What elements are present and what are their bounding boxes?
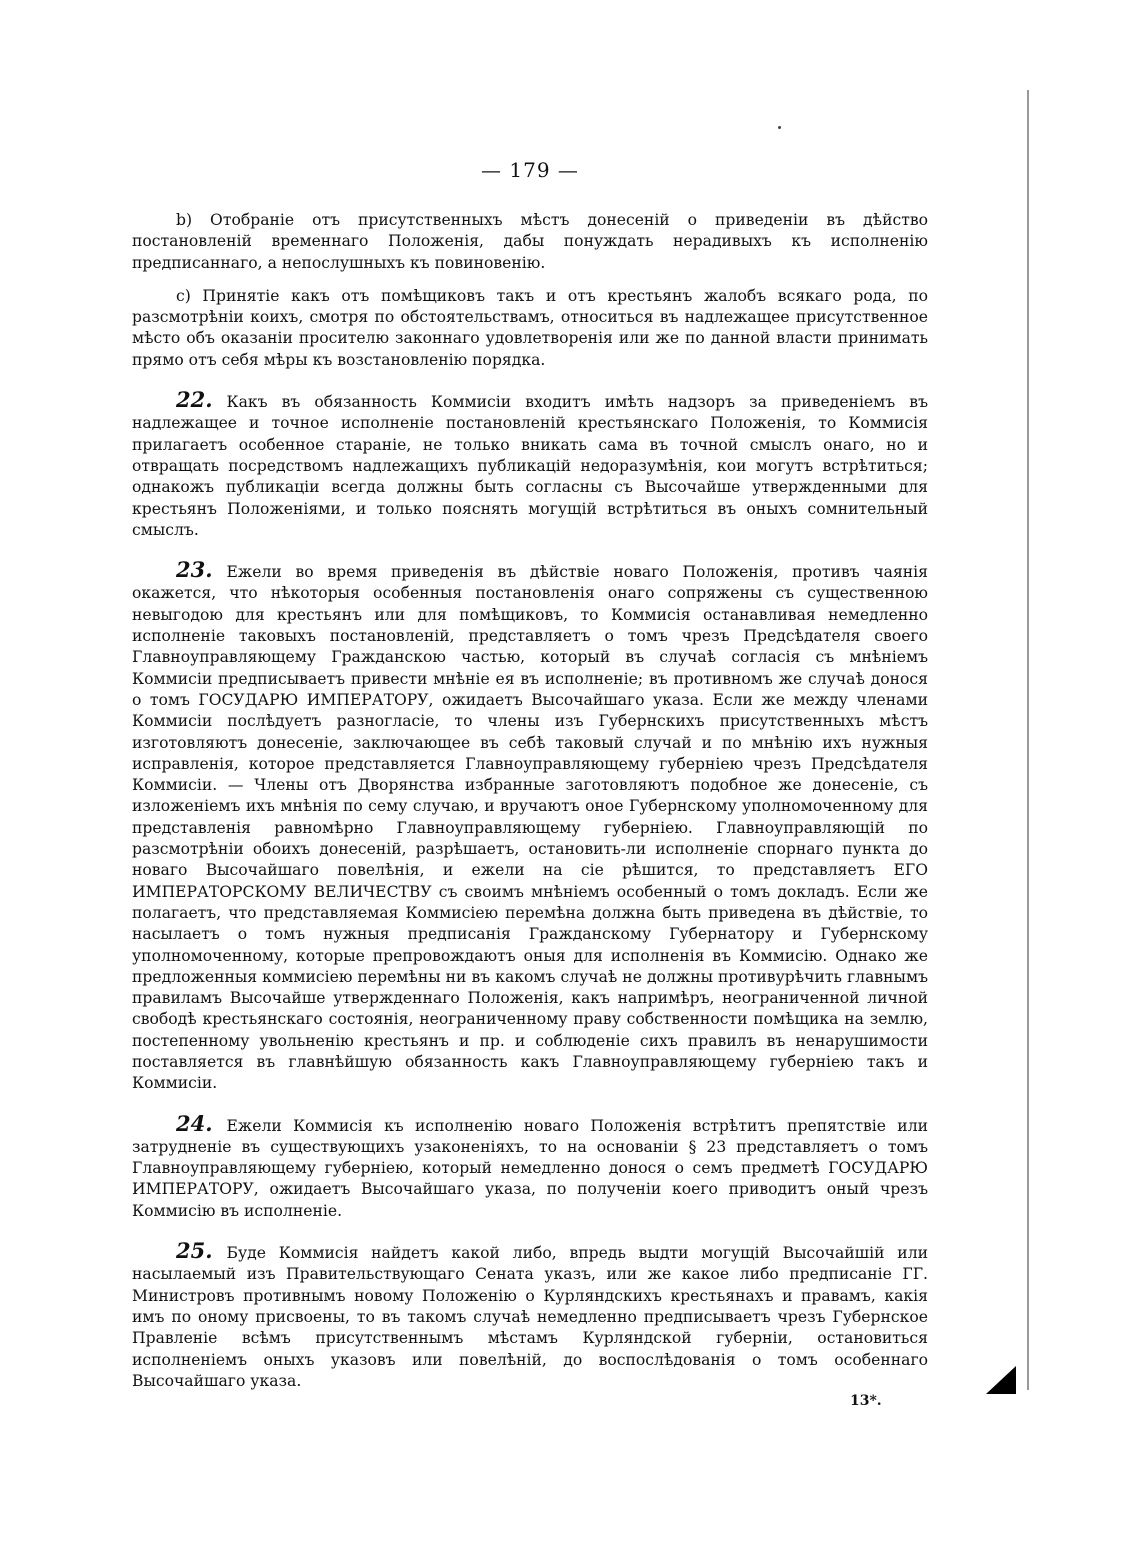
section-number: 23. <box>176 557 213 583</box>
paragraph-c: c) Принятіе какъ отъ помѣщиковъ такъ и отъ крестьянъ жалобъ всякаго рода, по разсмотрѣніи коихъ, смотря по обстоятельствамъ, относиться въ надлежащее присутственное мѣсто объ оказаніи просителю законнаго удовлетворенія или же по данной власти принимать прямо отъ себя мѣры къ возстановленію порядка. <box>132 286 928 369</box>
scan-speck <box>778 126 781 129</box>
signature-mark: 13*. <box>850 1393 882 1409</box>
page-number: — 179 — <box>481 158 579 182</box>
section-number: 25. <box>176 1238 213 1264</box>
section-number: 24. <box>176 1110 213 1136</box>
section-25 <box>132 1240 928 1392</box>
scan-edge-mark <box>986 1366 1016 1394</box>
section-23 <box>132 559 928 1094</box>
scan-edge-line <box>1027 90 1029 1390</box>
page-body <box>132 210 928 1392</box>
section-22 <box>132 389 928 541</box>
section-number: 22. <box>176 387 213 413</box>
section-text: Ежели во время приведенія въ дѣйствіе новаго Положенія, противъ чаянія окажется, что нѣкоторыя особенныя постановленія онаго сопряжены съ существенною невыгодою для крестьянъ или для помѣщиковъ, то Коммисія останавливая немедленно исполненіе таковыхъ постановленій, представляетъ о томъ чрезъ Предсѣдателя своего Главноуправляющему Гражданскою частью, который въ случаѣ согласія съ мнѣніемъ Коммисіи предписываетъ привести мнѣніе ея въ исполненіе; въ противномъ же случаѣ донося о томъ ГОСУДАРЮ ИМПЕРАТОРУ, ожидаетъ Высочайшаго указа. Если же между членами Коммисіи послѣдуетъ разногласіе, то члены изъ Губернскихъ присутственныхъ мѣстъ изготовляютъ донесеніе, заключающее въ себѣ таковый случай и по мнѣнію ихъ нужныя исправленія, которое представляется Главноуправляющему губерніею чрезъ Предсѣдателя Коммисіи. — Члены отъ Дворянства избранные заготовляютъ подобное же донесеніе, съ изложеніемъ ихъ мнѣнія по сему случаю, и вручаютъ оное Губернскому уполномоченному для представленія равномѣрно Главноуправляющему губерніею. Главноуправляющій по разсмотрѣніи обоихъ донесеній, разрѣшаетъ, остановить-ли исполненіе спорнаго пункта до новаго Высочайшаго повелѣнія, и ежели на сіе рѣшится, то представляетъ ЕГО ИМПЕРАТОРСКОМУ ВЕЛИЧЕСТВУ съ своимъ мнѣніемъ особенный о томъ докладъ. Если же полагаетъ, что представляемая Коммисіею перемѣна должна быть приведена въ дѣйствіе, то насылаетъ о томъ нужныя предписанія Гражданскому Губернатору и Губернскому уполномоченному, которые препровождаютъ оныя для исполненія въ Коммисію. Однако же предложенныя коммисіею перемѣны ни въ какомъ случаѣ не должны противурѣчить главнымъ правиламъ Высочайше утвержденнаго Положенія, какъ напримѣръ, неограниченной личной свободѣ крестьянскаго состоянія, неограниченному праву собственности помѣщика на землю, постепенному увольненію крестьянъ и пр. и соблюденіе сихъ правилъ въ ненарушимости поставляется въ главнѣйшую обязанность какъ Главноуправляющему губерніею такъ и Коммисіи. <box>132 563 928 1093</box>
paragraph-b: b) Отобраніе отъ присутственныхъ мѣстъ донесеній о приведеніи въ дѣйство постановленій временнаго Положенія, дабы понуждать нерадивыхъ къ исполненію предписаннаго, а непослушныхъ къ повиновенію. <box>132 211 928 272</box>
section-text: Ежели Коммисія къ исполненію новаго Положенія встрѣтитъ препятствіе или затрудненіе въ существующихъ узаконеніяхъ, то на основаніи § 23 представляетъ о томъ Главноуправляющему губерніею, который немедленно донося о семъ предметѣ ГОСУДАРЮ ИМПЕРАТОРУ, ожидаетъ Высочайшаго указа, по полученіи коего приводитъ оный чрезъ Коммисію въ исполненіе. <box>132 1116 928 1220</box>
section-text: Буде Коммисія найдетъ какой либо, впредь выдти могущій Высочайшій или насылаемый изъ Правительствующаго Сената указъ, или же какое либо предписаніе ГГ. Министровъ противнымъ новому Положенію о Курляндскихъ крестьянахъ и правамъ, какія имъ по оному присвоены, то въ такомъ случаѣ немедленно предписываетъ чрезъ Губернское Правленіе всѣмъ присутственнымъ мѣстамъ Курляндской губерніи, остановиться исполненіемъ оныхъ указовъ или повелѣній, до воспослѣдованія о томъ особеннаго Высочайшаго указа. <box>132 1244 928 1390</box>
section-text: Какъ въ обязанность Коммисіи входитъ имѣть надзоръ за приведеніемъ въ надлежащее и точное исполненіе постановленій крестьянскаго Положенія, то Коммисія прилагаетъ особенное стараніе, не только вникать сама въ точной смыслъ онаго, но и отвращать посредствомъ надлежащихъ публикацій недоразумѣнія, кои могутъ встрѣтиться; однакожъ публикаціи всегда должны быть согласны съ Высочайше утвержденными для крестьянъ Положеніями, и только пояснять могущій встрѣтиться въ оныхъ сомнительный смыслъ. <box>132 393 928 539</box>
section-24 <box>132 1110 928 1222</box>
